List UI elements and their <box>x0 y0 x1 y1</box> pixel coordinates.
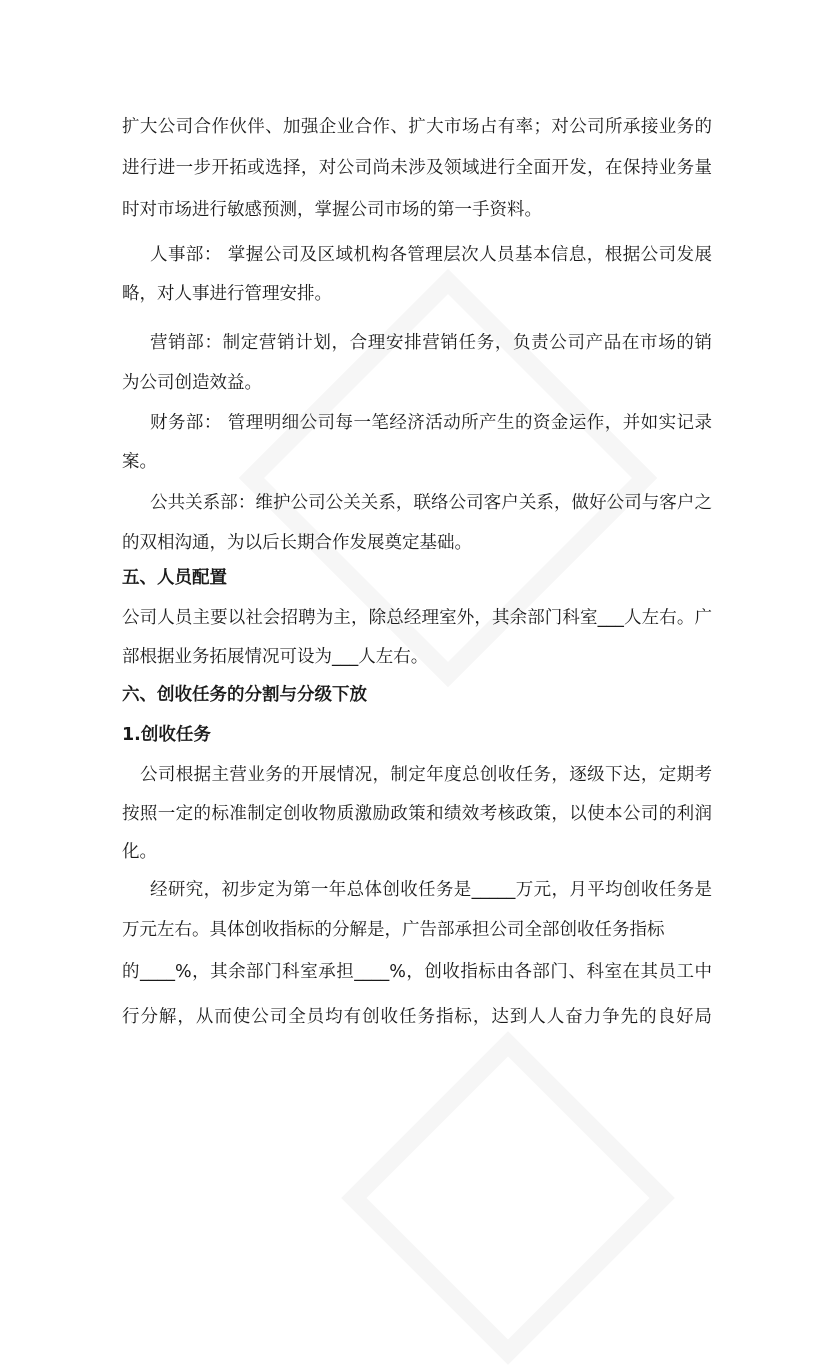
body-text-line: 进行进一步开拓或选择，对公司尚未涉及领域进行全面开发，在保持业务量 <box>122 158 712 178</box>
body-text-line: 化。 <box>122 842 157 862</box>
section-heading-revenue-tasks: 六、创收任务的分割与分级下放 <box>122 685 367 705</box>
body-text-line: 公司根据主营业务的开展情况，制定年度总创收任务，逐级下达，定期考 <box>140 765 712 785</box>
subsection-heading-revenue-task: 1.创收任务 <box>122 725 211 745</box>
body-text-line: 扩大公司合作伙伴、加强企业合作、扩大市场占有率；对公司所承接业务的 <box>122 117 712 137</box>
paragraph-marketing-dept: 营销部：制定营销计划，合理安排营销任务，负责公司产品在市场的销 <box>150 333 712 353</box>
body-text-line: 行分解，从而使公司全员均有创收任务指标，达到人人奋力争先的良好局 <box>122 1007 712 1027</box>
body-text-line: 公司人员主要以社会招聘为主，除总经理室外，其余部门科室___人左右。广 <box>122 608 712 628</box>
paragraph-hr-dept: 人事部： 掌握公司及区域机构各管理层次人员基本信息，根据公司发展 <box>150 245 712 265</box>
body-text-line: 为公司创造效益。 <box>122 373 262 393</box>
section-heading-staffing: 五、人员配置 <box>122 568 227 588</box>
body-text-line: 的____%，其余部门科室承担____%，创收指标由各部门、科室在其员工中 <box>122 962 712 982</box>
body-text-line: 时对市场进行敏感预测，掌握公司市场的第一手资料。 <box>122 200 542 220</box>
paragraph-pr-dept: 公共关系部：维护公司公关关系，联络公司客户关系，做好公司与客户之 <box>150 493 712 513</box>
body-text-line: 部根据业务拓展情况可设为___人左右。 <box>122 647 429 667</box>
paragraph-finance-dept: 财务部： 管理明细公司每一笔经济活动所产生的资金运作，并如实记录 <box>150 413 712 433</box>
body-text-line: 略，对人事进行管理安排。 <box>122 284 332 304</box>
body-text-line: 按照一定的标准制定创收物质激励政策和绩效考核政策，以使本公司的利润 <box>122 804 712 824</box>
body-text-line: 经研究，初步定为第一年总体创收任务是_____万元，月平均创收任务是 <box>150 880 712 900</box>
body-text-line: 的双相沟通，为以后长期合作发展奠定基础。 <box>122 533 472 553</box>
watermark <box>341 1031 675 1365</box>
body-text-line: 案。 <box>122 452 157 472</box>
body-text-line: 万元左右。具体创收指标的分解是，广告部承担公司全部创收任务指标 <box>122 920 665 940</box>
